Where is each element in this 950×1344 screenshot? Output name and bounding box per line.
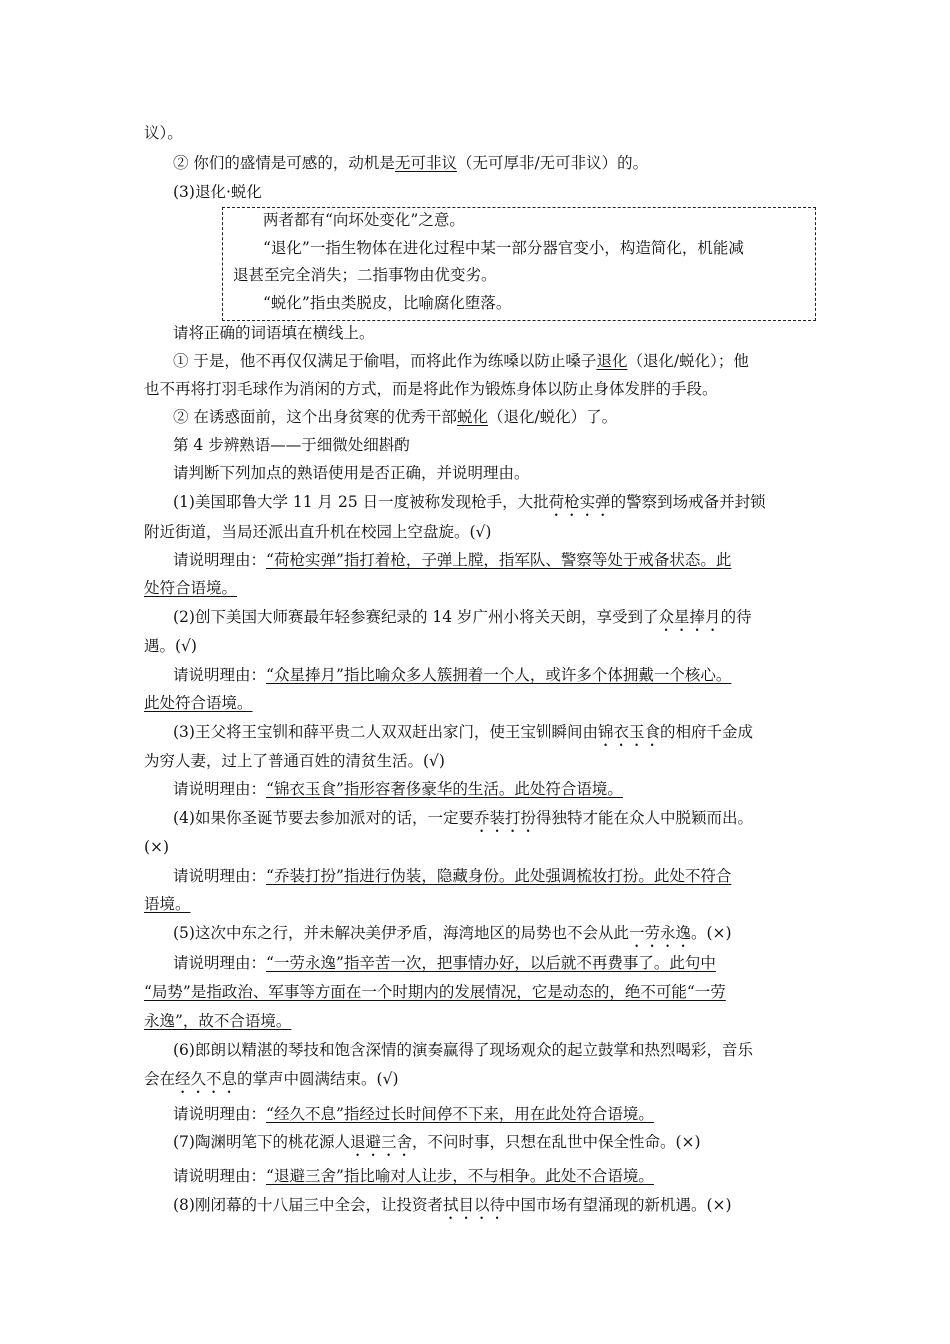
section-heading: (3)退化·蜕化	[173, 183, 262, 201]
answer-fill: “一劳永逸”指辛苦一次，把事情办好，以后就不再费事了。此句中	[266, 954, 716, 972]
instruction: 请判断下列加点的熟语使用是否正确，并说明理由。	[173, 464, 530, 482]
note-line: 两者都有“向坏处变化”之意。	[263, 211, 465, 229]
answer-fill: 蜕化	[456, 408, 488, 426]
answer-fill: “经久不息”指经过长时间停不下来，用在此处符合语境。	[266, 1105, 654, 1123]
dotted-idiom: 一劳永逸	[628, 924, 691, 942]
question-line: (6)郎朗以精湛的琴技和饱含深情的演奏赢得了现场观众的起立鼓掌和热烈喝彩，音乐	[173, 1041, 753, 1059]
section-heading: 第 4 步辨熟语——于细微处细斟酌	[173, 436, 410, 454]
question-line: 附近街道，当局还派出直升机在校园上空盘旋。(√)	[144, 523, 492, 541]
answer-fill: “众星捧月”指比喻众多人簇拥着一个人，或许多个体拥戴一个核心。	[266, 666, 732, 684]
question-line: (4)如果你圣诞节要去参加派对的话，一定要乔装打扮得独特才能在众人中脱颖而出。	[173, 809, 753, 827]
text-line: 议）。	[144, 124, 183, 142]
instruction: 请将正确的词语填在横线上。	[173, 324, 375, 342]
dotted-idiom: 拭目以待	[442, 1196, 505, 1214]
text-line: ① 于是，他不再仅仅满足于偷唱，而将此作为练嗓以防止嗓子退化（退化/蜕化）；他	[173, 352, 749, 370]
answer-fill: “退避三舍”指比喻对人让步，不与相争。此处不合语境。	[266, 1167, 654, 1185]
text-line: ② 你们的盛情是可感的，动机是无可非议（无可厚非/无可非议）的。	[173, 154, 649, 172]
reason-line: 请说明理由：“乔装打扮”指进行伪装，隐藏身份。此处强调梳妆打扮。此处不符合	[173, 867, 732, 885]
answer-fill: “荷枪实弹”指打着枪，子弹上膛，指军队、警察等处于戒备状态。此	[266, 551, 732, 569]
dotted-idiom: 荷枪实弹	[548, 493, 611, 511]
answer-fill: 处符合语境。	[144, 579, 238, 597]
note-line: 退甚至完全消失；二指事物由优变劣。	[233, 266, 497, 284]
question-line: (3)王父将王宝钏和薛平贵二人双双赶出家门，使王宝钏瞬间由锦衣玉食的相府千金成	[173, 723, 753, 741]
text-line: ② 在诱惑面前，这个出身贫寒的优秀干部蜕化（退化/蜕化）了。	[173, 408, 618, 426]
question-line: (2)创下美国大师赛最年轻参赛纪录的 14 岁广州小将关天朗，享受到了众星捧月的待	[173, 608, 752, 626]
question-line: 为穷人妻，过上了普通百姓的清贫生活。(√)	[144, 752, 445, 770]
reason-line: 请说明理由：“众星捧月”指比喻众多人簇拥着一个人，或许多个体拥戴一个核心。	[173, 666, 732, 684]
answer-fill: 退化	[596, 352, 628, 370]
question-line: 会在经久不息的掌声中圆满结束。(√)	[144, 1070, 399, 1088]
text-line: 也不再将打羽毛球作为消闲的方式，而是将此作为锻炼身体以防止身体发胖的手段。	[144, 380, 718, 398]
dotted-idiom: 经久不息	[175, 1070, 238, 1088]
dotted-idiom: 众星捧月	[658, 608, 721, 626]
question-line: (1)美国耶鲁大学 11 月 25 日一度被称发现枪手，大批荷枪实弹的警察到场戒备并封锁	[173, 493, 766, 511]
answer-fill: 此处符合语境。	[144, 694, 253, 712]
dotted-idiom: 乔装打扮	[473, 809, 536, 827]
question-line: (7)陶渊明笔下的桃花源人退避三舍，不问时事，只想在乱世中保全性命。(×)	[173, 1133, 701, 1151]
note-line: “蜕化”指虫类脱皮，比喻腐化堕落。	[263, 294, 512, 312]
question-line: (×)	[144, 838, 170, 856]
reason-line: 请说明理由：“退避三舍”指比喻对人让步，不与相争。此处不合语境。	[173, 1167, 654, 1185]
answer-fill: “局势”是指政治、军事等方面在一个时期内的发展情况，它是动态的，绝不可能“一劳	[144, 983, 726, 1001]
note-line: “退化”一指生物体在进化过程中某一部分器官变小，构造简化，机能减	[263, 239, 744, 257]
reason-line: 请说明理由：“一劳永逸”指辛苦一次，把事情办好，以后就不再费事了。此句中	[173, 954, 716, 972]
dotted-idiom: 锦衣玉食	[597, 723, 660, 741]
dotted-idiom: 退避三舍	[349, 1133, 412, 1151]
question-line: 遇。(√)	[144, 637, 197, 655]
reason-line: 请说明理由：“经久不息”指经过长时间停不下来，用在此处符合语境。	[173, 1105, 654, 1123]
answer-fill: “锦衣玉食”指形容奢侈豪华的生活。此处符合语境。	[266, 780, 623, 798]
answer-fill: “乔装打扮”指进行伪装，隐藏身份。此处强调梳妆打扮。此处不符合	[266, 867, 732, 885]
answer-fill: 语境。	[144, 895, 191, 913]
answer-fill: 无可非议	[394, 154, 457, 172]
reason-line: 请说明理由：“荷枪实弹”指打着枪，子弹上膛，指军队、警察等处于戒备状态。此	[173, 551, 732, 569]
question-line: (5)这次中东之行，并未解决美伊矛盾，海湾地区的局势也不会从此一劳永逸。(×)	[173, 924, 732, 942]
answer-fill: 永逸”，故不合语境。	[144, 1012, 292, 1030]
reason-line: 请说明理由：“锦衣玉食”指形容奢侈豪华的生活。此处符合语境。	[173, 780, 623, 798]
question-line: (8)刚闭幕的十八届三中全会，让投资者拭目以待中国市场有望涌现的新机遇。(×)	[173, 1196, 732, 1214]
